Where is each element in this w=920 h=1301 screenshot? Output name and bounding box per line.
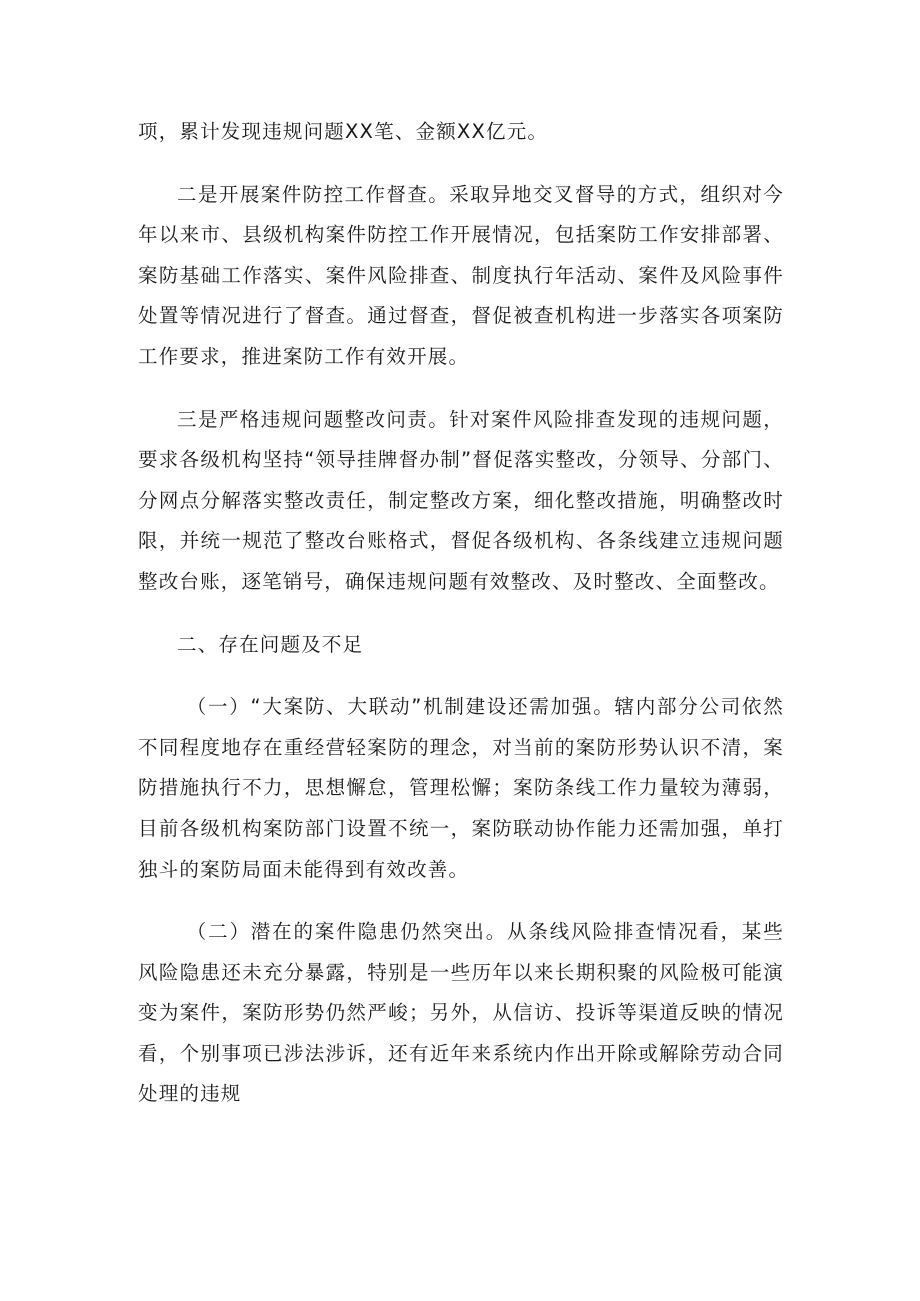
paragraph-case-prevention-inspection: 二是开展案件防控工作督查。采取异地交叉督导的方式，组织对今年以来市、县级机构案件防控工作开展情况，包括案防工作安排部署、案防基础工作落实、案件风险排查、制度执行年活动、案件及风险事件处置等情况进行了督查。通过督查，督促被查机构进一步落实各项案防工作要求，推进案防工作有效开展。 [138,182,784,368]
paragraph-mechanism-building: （一）“大案防、大联动”机制建设还需加强。辖内部分公司依然不同程度地存在重经营轻案防的理念，对当前的案防形势认识不清，案防措施执行不力，思想懈怠，管理松懈；案防条线工作力量较为薄弱，目前各级机构案防部门设置不统一，案防联动协作能力还需加强，单打独斗的案防局面未能得到有效改善。 [138,695,784,881]
paragraph-hidden-risks: （二）潜在的案件隐患仍然突出。从条线风险排查情况看，某些风险隐患还未充分暴露，特别是一些历年以来长期积聚的风险极可能演变为案件，案防形势仍然严峻；另外，从信访、投诉等渠道反映的情况看，个别事项已涉法涉诉，还有近年来系统内作出开除或解除劳动合同处理的违规 [138,920,784,1106]
document-body [138,112,784,1137]
paragraph-rectification-accountability: 三是严格违规问题整改问责。针对案件风险排查发现的违规问题，要求各级机构坚持“领导挂牌督办制”督促落实整改，分领导、分部门、分网点分解落实整改责任，制定整改方案，细化整改措施，明确整改时限，并统一规范了整改台账格式，督促各级机构、各条线建立违规问题整改台账，逐笔销号，确保违规问题有效整改、及时整改、全面整改。 [138,407,784,593]
paragraph-continuation: 项，累计发现违规问题XX笔、金额XX亿元。 [138,120,549,143]
section-heading-problems: 二、存在问题及不足 [177,632,364,656]
